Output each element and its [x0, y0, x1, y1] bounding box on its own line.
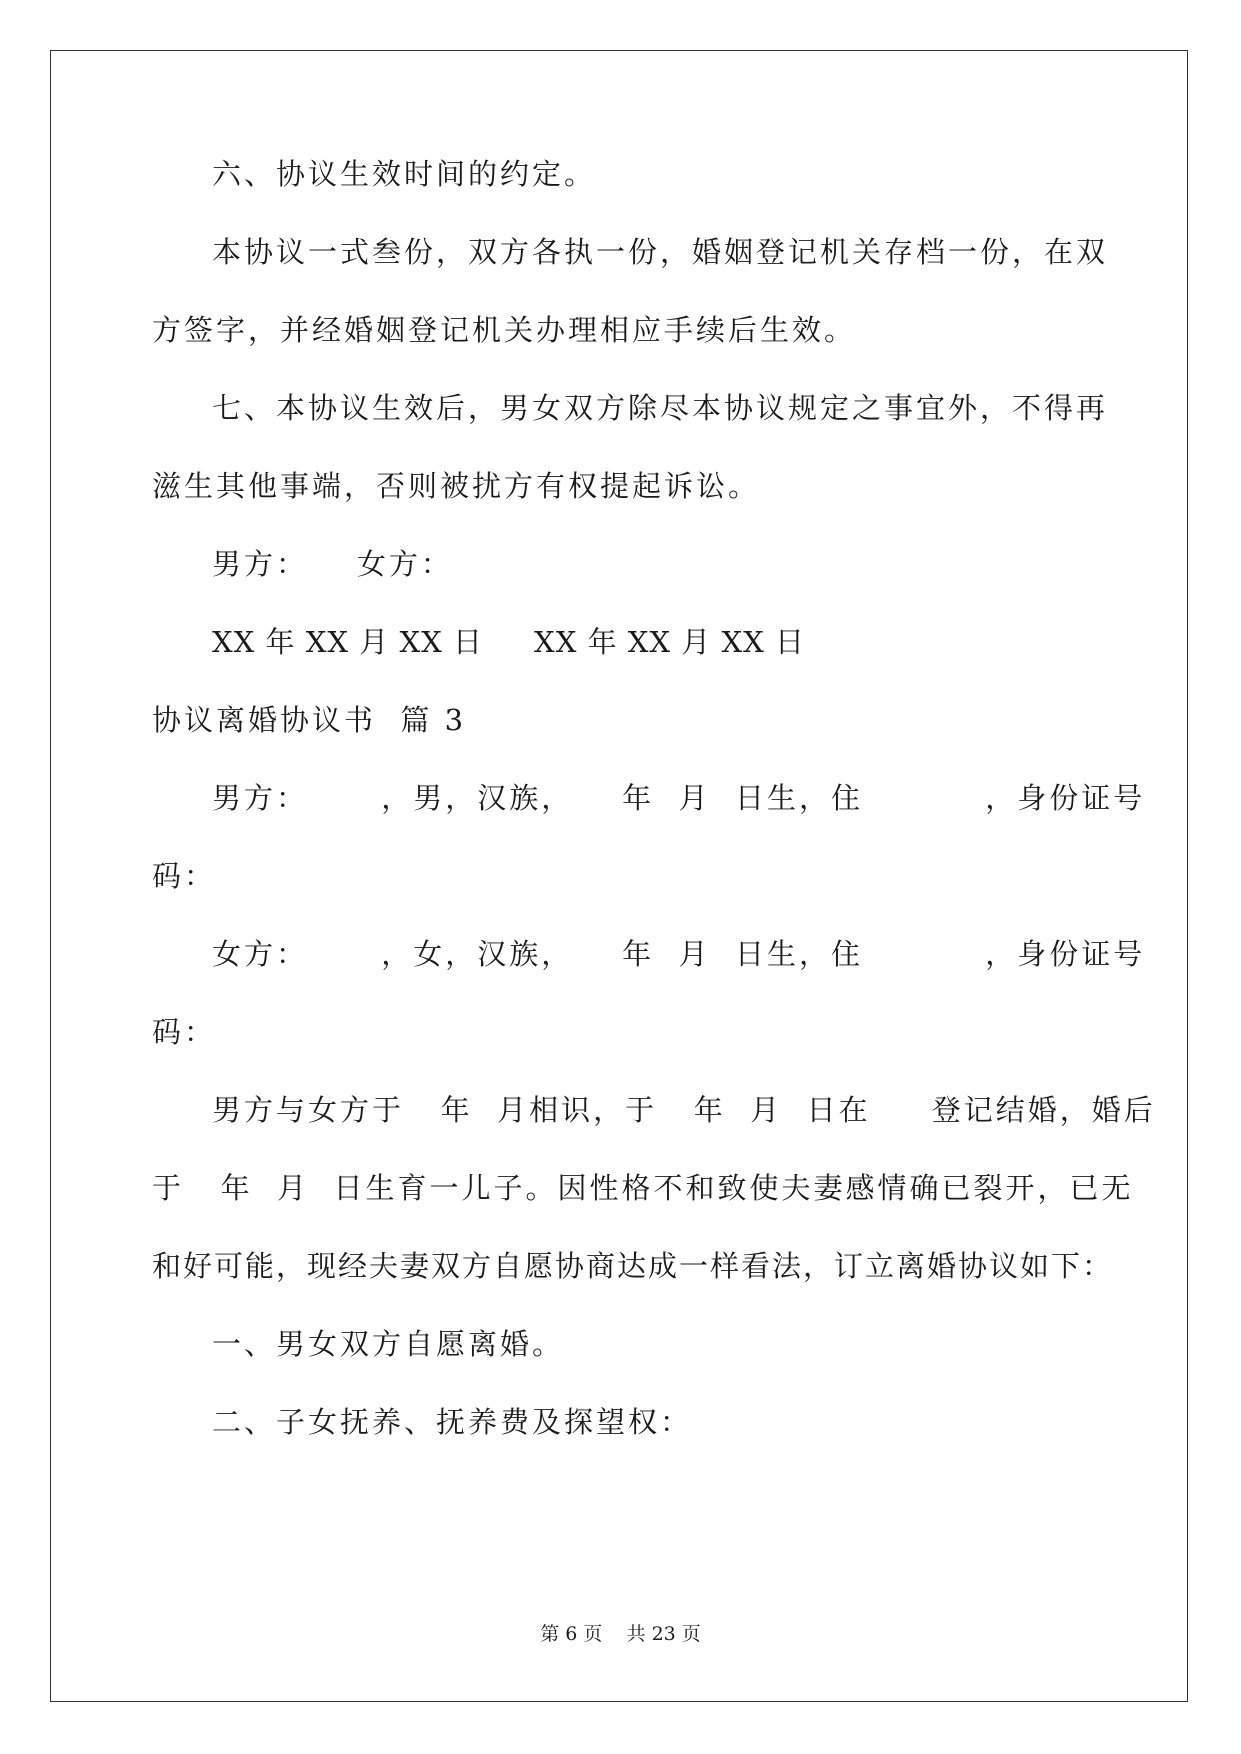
paragraph-line: 码： — [152, 1015, 217, 1049]
page-border — [50, 50, 1188, 1702]
signature-line: 男方： 女方： — [212, 547, 453, 581]
paragraph-line: 和好可能，现经夫妻双方自愿协商达成一样看法，订立离婚协议如下： — [152, 1249, 1114, 1283]
clause-6-heading: 六、协议生效时间的约定。 — [212, 157, 597, 191]
paragraph-line: 方签字，并经婚姻登记机关办理相应手续后生效。 — [152, 313, 857, 347]
date-line: XX 年 XX 月 XX 日 XX 年 XX 月 XX 日 — [212, 625, 806, 659]
paragraph-line: 滋生其他事端，否则被扰方有权提起诉讼。 — [152, 469, 761, 503]
paragraph-line: 于 年 月 日生育一儿子。因性格不和致使夫妻感情确已裂开，已无 — [152, 1171, 1134, 1205]
clause-7-line: 七、本协议生效后，男女双方除尽本协议规定之事宜外，不得再 — [212, 391, 1109, 425]
page-indicator: 第 6 页 共 23 页 — [540, 1623, 701, 1645]
paragraph-line: 本协议一式叁份，双方各执一份，婚姻登记机关存档一份，在双 — [212, 235, 1109, 269]
male-party-line: 男方： ，男，汉族， 年 月 日生，住 ，身份证号 — [212, 781, 1146, 815]
paragraph-line: 男方与女方于 年 月相识，于 年 月 日在 登记结婚，婚后 — [212, 1093, 1156, 1127]
clause-1-heading: 一、男女双方自愿离婚。 — [212, 1327, 565, 1361]
paragraph-line: 码： — [152, 859, 217, 893]
female-party-line: 女方： ，女，汉族， 年 月 日生，住 ，身份证号 — [212, 937, 1146, 971]
section-title: 协议离婚协议书 篇 3 — [152, 703, 467, 737]
clause-2-heading: 二、子女抚养、抚养费及探望权： — [212, 1405, 693, 1439]
